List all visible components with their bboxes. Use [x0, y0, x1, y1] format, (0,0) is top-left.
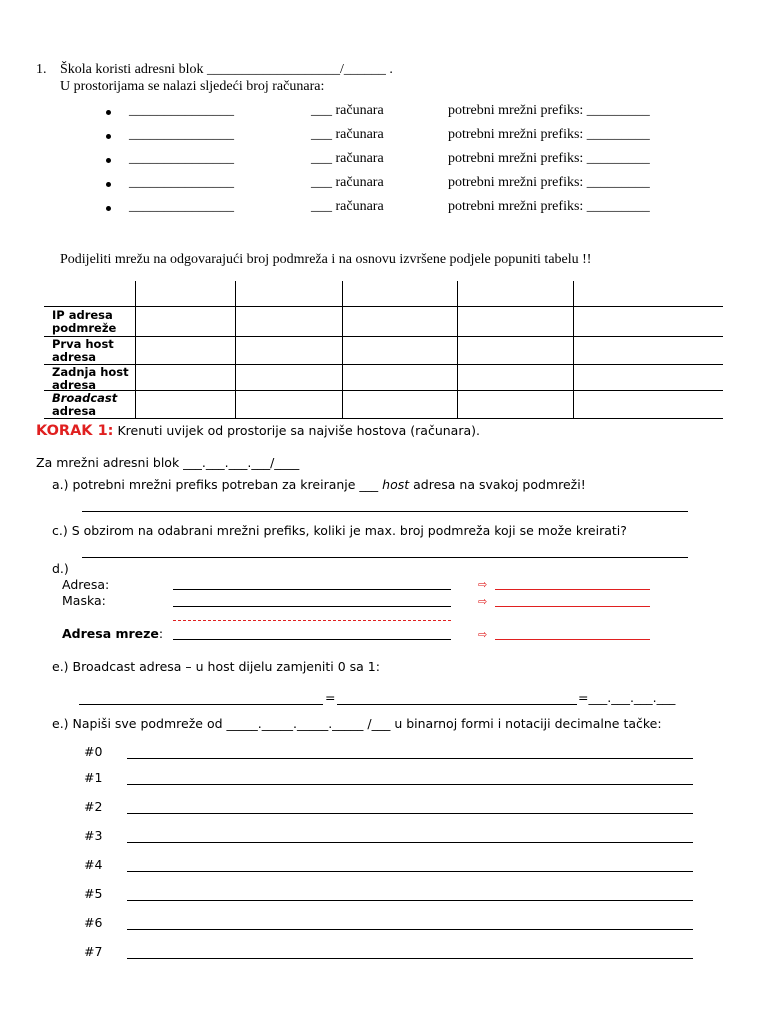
table-row-label: Prva host adresa — [52, 337, 114, 364]
computer-count: ___ računara — [311, 199, 384, 214]
subnet-label: #4 — [84, 857, 103, 872]
subnet-label: #1 — [84, 770, 103, 785]
subnet-answer-line[interactable] — [127, 871, 693, 872]
computer-count: ___ računara — [311, 175, 384, 190]
adresa-line[interactable] — [173, 589, 451, 590]
adresa-result-line[interactable] — [495, 589, 650, 590]
subnet-label: #7 — [84, 944, 103, 959]
korak-heading — [36, 423, 480, 439]
arrow-right-icon: ⇨ — [478, 628, 488, 641]
subnet-label: #5 — [84, 886, 103, 901]
subnet-answer-line[interactable] — [127, 842, 693, 843]
adresa-mreze-line[interactable] — [173, 639, 451, 640]
prefix-field: potrebni mrežni prefiks: _________ — [448, 199, 650, 214]
arrow-right-icon: ⇨ — [478, 595, 488, 608]
bullet-icon — [106, 134, 111, 139]
block-line: Za mrežni adresni blok ___.___.___.___/____ — [36, 455, 300, 470]
table-row-label: Broadcast adresa — [52, 391, 118, 418]
maska-result-line[interactable] — [495, 606, 650, 607]
korak-label: KORAK 1: — [36, 423, 114, 439]
question-d: d.) — [52, 561, 69, 576]
equals-sign: = — [325, 690, 336, 705]
adresa-mreze-label: Adresa mreze: — [62, 626, 164, 641]
prefix-field: potrebni mrežni prefiks: _________ — [448, 127, 650, 142]
question-e-broadcast: e.) Broadcast adresa – u host dijelu zamjeniti 0 sa 1: — [52, 659, 380, 674]
subnet-label: #3 — [84, 828, 103, 843]
subnet-label: #2 — [84, 799, 103, 814]
broadcast-binary-line[interactable] — [79, 704, 323, 705]
subnet-answer-line[interactable] — [127, 900, 693, 901]
arrow-right-icon: ⇨ — [478, 578, 488, 591]
table-row-label: Zadnja host adresa — [52, 365, 129, 392]
korak-text: Krenuti uvijek od prostorije sa najviše hostova (računara). — [113, 423, 480, 438]
computer-count: ___ računara — [311, 127, 384, 142]
question-e-subnets: e.) Napiši sve podmreže od _____._____._____._____ /___ u binarnoj formi i notaciji decimalne tačke: — [52, 716, 662, 731]
adresa-label: Adresa: — [62, 577, 110, 592]
prefix-field: potrebni mrežni prefiks: _________ — [448, 151, 650, 166]
subnet-label: #0 — [84, 744, 103, 759]
question-line-2: U prostorijama se nalazi sljedeći broj računara: — [60, 79, 325, 94]
question-number: 1. — [36, 62, 47, 77]
answer-line-c[interactable] — [82, 557, 688, 558]
subnet-label: #6 — [84, 915, 103, 930]
broadcast-decimal: =___.___.___.___ — [578, 690, 676, 705]
subnet-answer-line[interactable] — [127, 958, 693, 959]
answer-line-a[interactable] — [82, 511, 688, 512]
question-a: a.) potrebni mrežni prefiks potreban za kreiranje ___ host adresa na svakoj podmreži! — [52, 477, 586, 492]
subnet-answer-line[interactable] — [127, 758, 693, 759]
bullet-icon — [106, 158, 111, 163]
question-c: c.) S obzirom na odabrani mrežni prefiks, koliki je max. broj podmreža koji se može kreirati? — [52, 523, 627, 538]
computer-count: ___ računara — [311, 103, 384, 118]
room-name-blank[interactable]: _______________ — [129, 151, 234, 166]
room-name-blank[interactable]: _______________ — [129, 175, 234, 190]
table-row-label: IP adresa podmreže — [52, 308, 117, 335]
and-separator-line — [173, 620, 451, 621]
bullet-icon — [106, 110, 111, 115]
prefix-field: potrebni mrežni prefiks: _________ — [448, 103, 650, 118]
adresa-mreze-result-line[interactable] — [495, 639, 650, 640]
instruction-text: Podijeliti mrežu na odgovarajući broj podmreža i na osnovu izvršene podjele popuniti tabelu !! — [60, 252, 592, 267]
question-line-1: Škola koristi adresni blok ___________________/______ . — [60, 62, 393, 77]
room-name-blank[interactable]: _______________ — [129, 103, 234, 118]
prefix-field: potrebni mrežni prefiks: _________ — [448, 175, 650, 190]
room-name-blank[interactable]: _______________ — [129, 127, 234, 142]
bullet-icon — [106, 182, 111, 187]
computer-count: ___ računara — [311, 151, 384, 166]
subnet-answer-line[interactable] — [127, 929, 693, 930]
subnet-answer-line[interactable] — [127, 813, 693, 814]
maska-label: Maska: — [62, 593, 106, 608]
maska-line[interactable] — [173, 606, 451, 607]
subnet-answer-line[interactable] — [127, 784, 693, 785]
room-name-blank[interactable]: _______________ — [129, 199, 234, 214]
broadcast-binary-line-2[interactable] — [337, 704, 577, 705]
bullet-icon — [106, 206, 111, 211]
